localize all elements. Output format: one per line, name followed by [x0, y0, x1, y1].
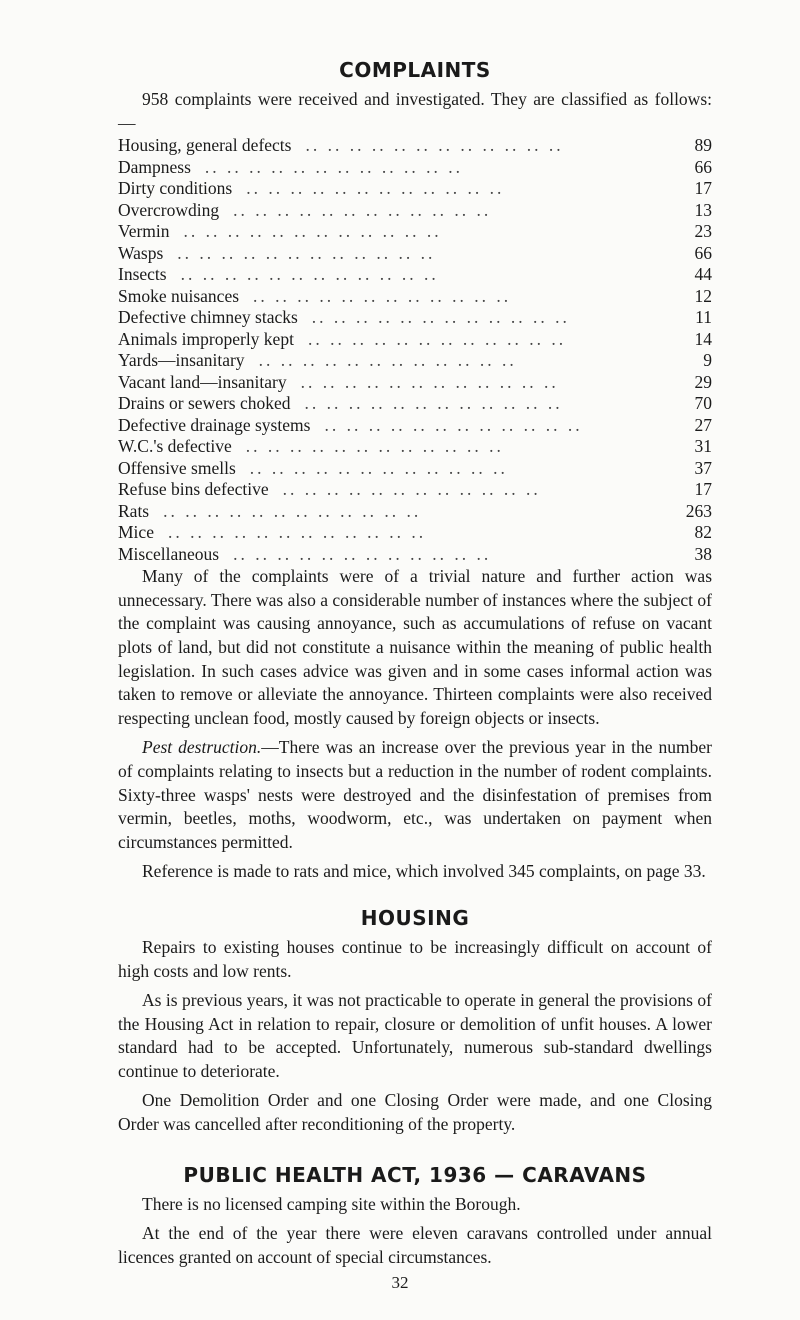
housing-paragraph-2: As is previous years, it was not practicable to operate in general the provisions of the Housing Act in relation to repair, closure or demolition of unfit houses. A lower standard had to be accepted. Unfortunately, numerous sub-standard dwellings continue to deteriorate.	[118, 990, 712, 1081]
complaint-count: 82	[694, 522, 712, 543]
caravans-paragraph-1: There is no licensed camping site within the Borough.	[142, 1193, 521, 1214]
complaint-row	[118, 479, 712, 501]
complaints-table	[118, 135, 712, 565]
leader-dots: .. .. .. .. .. .. .. .. .. .. .. ..	[246, 178, 505, 199]
complaint-count: 44	[694, 264, 712, 285]
leader-dots: .. .. .. .. .. .. .. .. .. .. .. ..	[311, 307, 570, 328]
complaint-count: 17	[694, 178, 712, 199]
leader-dots: .. .. .. .. .. .. .. .. .. .. .. ..	[204, 156, 464, 177]
complaint-category: Overcrowding	[118, 199, 220, 220]
complaint-row	[118, 286, 712, 308]
complaint-count: 66	[694, 156, 712, 177]
leader-dots: .. .. .. .. .. .. .. .. .. .. .. ..	[300, 371, 559, 392]
leader-dots: .. .. .. .. .. .. .. .. .. .. .. ..	[177, 242, 436, 263]
complaint-count: 29	[694, 371, 712, 392]
complaint-row	[118, 350, 712, 372]
complaint-count: 14	[694, 328, 712, 349]
complaint-category: Wasps	[118, 242, 164, 263]
leader-dots: .. .. .. .. .. .. .. .. .. .. .. ..	[233, 199, 492, 220]
caravans-heading: PUBLIC HEALTH ACT, 1936 — CARAVANS	[183, 1162, 647, 1187]
complaint-row	[118, 243, 712, 265]
complaint-category: Rats	[118, 500, 150, 521]
complaint-category: Animals improperly kept	[118, 328, 294, 349]
leader-dots: .. .. .. .. .. .. .. .. .. .. .. ..	[245, 436, 504, 457]
leader-dots: .. .. .. .. .. .. .. .. .. .. .. ..	[305, 135, 564, 156]
leader-dots: .. .. .. .. .. .. .. .. .. .. .. ..	[253, 285, 512, 306]
complaint-count: 263	[685, 500, 712, 521]
caravans-paragraph-2: At the end of the year there were eleven caravans controlled under annual licences granted on account of special circumstances.	[118, 1223, 712, 1267]
complaint-category: Dirty conditions	[118, 178, 233, 199]
complaint-row	[118, 264, 712, 286]
complaint-count: 17	[694, 479, 712, 500]
complaint-row	[118, 178, 712, 200]
complaint-count: 31	[694, 436, 712, 457]
complaint-category: Yards—insanitary	[118, 350, 245, 371]
complaint-row	[118, 522, 712, 544]
pest-destruction-title: Pest destruction.	[142, 737, 262, 758]
housing-paragraph-1: Repairs to existing houses continue to be increasingly difficult on account of high costs and low rents.	[118, 936, 712, 981]
complaint-category: Offensive smells	[118, 457, 236, 478]
complaint-row	[118, 436, 712, 458]
complaint-category: Drains or sewers choked	[118, 393, 291, 414]
leader-dots: .. .. .. .. .. .. .. .. .. .. .. ..	[233, 543, 492, 564]
pest-destruction-paragraph	[118, 736, 712, 854]
leader-dots: .. .. .. .. .. .. .. .. .. .. .. ..	[163, 500, 422, 521]
complaint-row	[118, 307, 712, 329]
complaint-category: Housing, general defects	[118, 135, 292, 156]
complaint-count: 27	[694, 414, 712, 435]
complaint-category: Refuse bins defective	[118, 479, 269, 500]
complaint-count: 66	[694, 242, 712, 263]
complaints-heading: COMPLAINTS	[339, 58, 491, 82]
complaint-category: Insects	[118, 264, 167, 285]
complaint-category: Mice	[118, 522, 154, 543]
complaint-count: 89	[694, 135, 712, 156]
page-number: 32	[391, 1273, 409, 1292]
complaint-row	[118, 458, 712, 480]
leader-dots: .. .. .. .. .. .. .. .. .. .. .. ..	[282, 479, 541, 500]
complaint-count: 37	[694, 457, 712, 478]
complaint-count: 70	[694, 393, 712, 414]
complaint-row	[118, 135, 712, 157]
complaint-row	[118, 157, 712, 179]
complaint-row	[118, 415, 712, 437]
leader-dots: .. .. .. .. .. .. .. .. .. .. .. ..	[258, 350, 517, 371]
complaint-category: Miscellaneous	[118, 543, 220, 564]
housing-paragraph-3: One Demolition Order and one Closing Order were made, and one Closing Order was cancelled after reconditioning of the property.	[118, 1090, 712, 1135]
leader-dots: .. .. .. .. .. .. .. .. .. .. .. ..	[183, 221, 442, 242]
complaint-category: Vermin	[118, 221, 170, 242]
housing-heading: HOUSING	[360, 905, 470, 930]
complaints-paragraph-3: Reference is made to rats and mice, which involved 345 complaints, on page 33.	[142, 861, 706, 882]
leader-dots: .. .. .. .. .. .. .. .. .. .. .. ..	[307, 328, 567, 349]
complaint-category: Smoke nuisances	[118, 285, 240, 306]
complaint-row	[118, 221, 712, 243]
complaint-count: 11	[695, 307, 712, 328]
complaint-count: 9	[703, 350, 712, 371]
leader-dots: .. .. .. .. .. .. .. .. .. .. .. ..	[324, 414, 583, 435]
pest-destruction-text: —There was an increase over the previous year in the number of complaints relating to insects but a reduction in the number of rodent complaints. Sixty-three wasps' nests were destroyed and the disinfestation of premises from vermin, beetles, moths, woodworm, etc., was undertaken on payment when circumstances permitted.	[118, 737, 712, 852]
complaint-category: Defective drainage systems	[118, 414, 311, 435]
complaint-count: 13	[694, 199, 712, 220]
complaint-row	[118, 393, 712, 415]
complaints-paragraph-1: Many of the complaints were of a trivial nature and further action was unnecessary. There was also a considerable number of instances where the subject of the complaint was causing annoyance, such as accumulations of refuse on vacant plots of land, but did not constitute a nuisance within the meaning of public health legislation. In such cases advice was given and in some cases informal action was taken to remove or alleviate the annoyance. Thirteen complaints were also received respecting unclean food, mostly caused by foreign objects or insects.	[118, 566, 712, 728]
leader-dots: .. .. .. .. .. .. .. .. .. .. .. ..	[249, 457, 508, 478]
leader-dots: .. .. .. .. .. .. .. .. .. .. .. ..	[167, 522, 427, 543]
complaints-intro: 958 complaints were received and investigated. They are classified as follows: —	[118, 89, 712, 133]
complaint-count: 12	[694, 285, 712, 306]
complaint-category: Defective chimney stacks	[118, 307, 298, 328]
complaint-count: 38	[694, 543, 712, 564]
complaint-row	[118, 372, 712, 394]
complaint-category: Dampness	[118, 156, 191, 177]
complaint-count: 23	[694, 221, 712, 242]
page-content	[118, 58, 712, 1269]
complaint-row	[118, 329, 712, 351]
complaint-row	[118, 544, 712, 566]
leader-dots: .. .. .. .. .. .. .. .. .. .. .. ..	[180, 264, 439, 285]
leader-dots: .. .. .. .. .. .. .. .. .. .. .. ..	[304, 393, 563, 414]
complaint-category: Vacant land—insanitary	[118, 371, 287, 392]
complaint-row	[118, 200, 712, 222]
complaint-category: W.C.'s defective	[118, 436, 232, 457]
complaint-row	[118, 501, 712, 523]
